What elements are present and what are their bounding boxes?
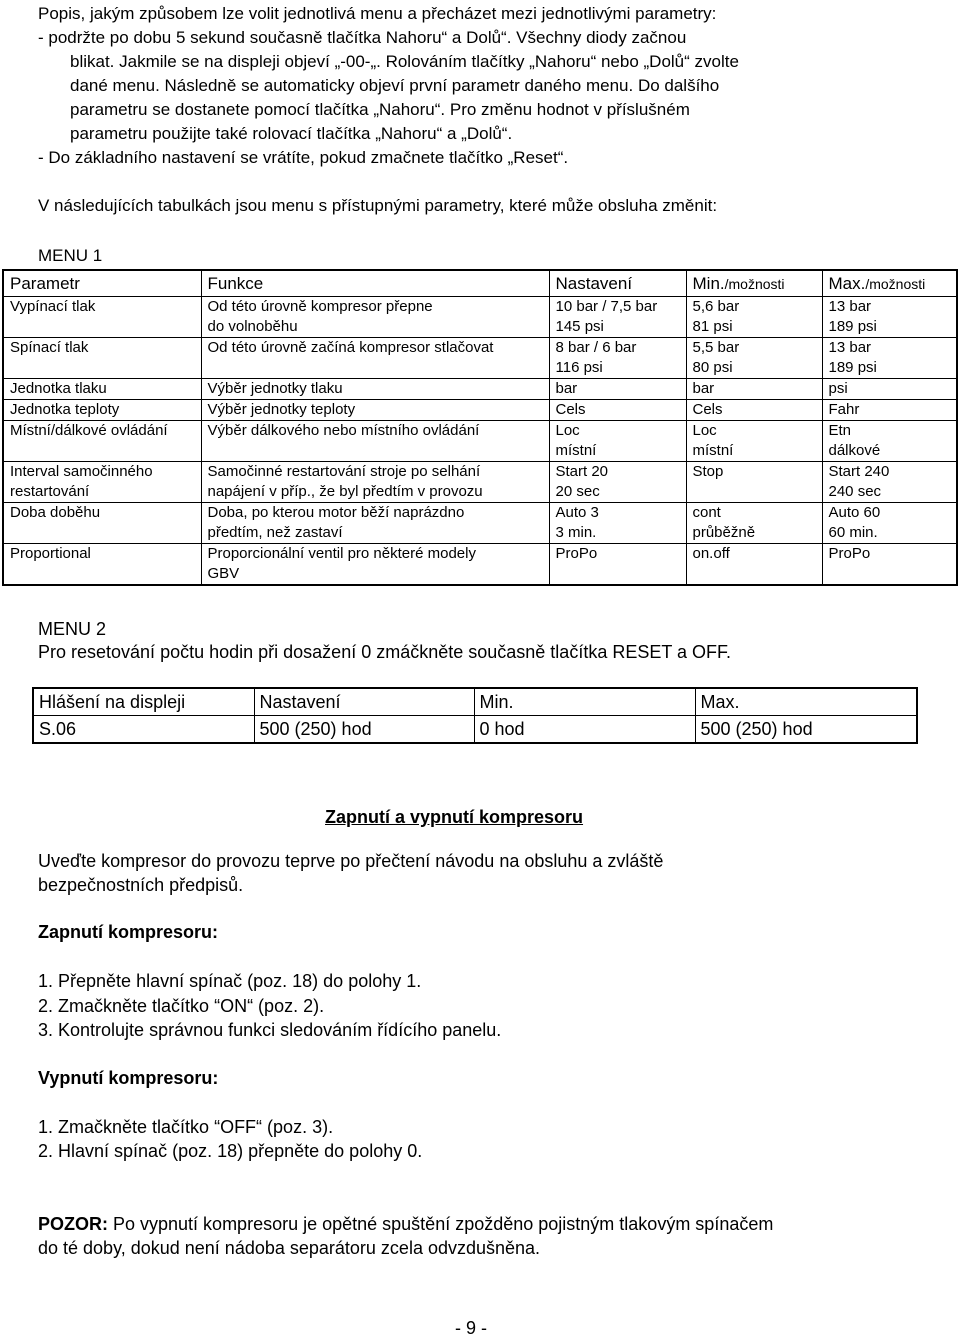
section-intro-line-2: bezpečnostních předpisů.	[38, 875, 244, 895]
cell-line: Místní/dálkové ovládání	[10, 422, 168, 439]
warning-line-2: do té doby, dokud není nádoba separátoru zcela odvzdušněna.	[38, 1238, 541, 1258]
cell-line: 20 sec	[555, 483, 600, 500]
cell-line: předtím, než zastaví	[207, 524, 343, 541]
cell-max: 500 (250) hod	[695, 716, 917, 744]
cell-min	[686, 421, 822, 462]
cell-line: psi	[828, 380, 848, 397]
intro-line-8: V následujících tabulkách jsou menu s přístupnými parametry, které může obsluha změnit:	[38, 196, 718, 215]
table-row	[3, 421, 957, 462]
cell-line: Loc	[555, 422, 580, 439]
cell-line: 81 psi	[692, 318, 733, 335]
cell-parametr	[3, 379, 201, 400]
header-min-suffix: /možnosti	[724, 276, 785, 292]
cell-line: 10 bar / 7,5 bar	[555, 298, 658, 315]
cell-nastaveni	[549, 544, 686, 586]
intro-line-4: dané menu. Následně se automaticky objeví první parametr daného menu. Do dalšího	[70, 76, 720, 95]
cell-line: restartování	[10, 483, 90, 500]
cell-line: 3 min.	[555, 524, 597, 541]
header-min: Min.	[474, 688, 695, 716]
cell-max	[822, 421, 957, 462]
cell-funkce	[201, 421, 549, 462]
page-number: - 9 -	[455, 1318, 488, 1338]
menu2-table	[32, 687, 918, 744]
intro-line-7: - Do základního nastavení se vrátíte, pokud zmačnete tlačítko „Reset“.	[38, 148, 569, 167]
cell-min: 0 hod	[474, 716, 695, 744]
cell-line: napájení v příp., že byl předtím v provozu	[207, 483, 483, 500]
on-title: Zapnutí kompresoru:	[38, 922, 219, 942]
cell-parametr	[3, 544, 201, 586]
cell-min	[686, 462, 822, 503]
cell-nastaveni	[549, 379, 686, 400]
cell-line: Výběr jednotky teploty	[207, 401, 356, 418]
cell-line: Loc	[692, 422, 717, 439]
header-max	[822, 270, 957, 297]
cell-line: 13 bar	[828, 339, 872, 356]
cell-parametr	[3, 338, 201, 379]
cell-nastaveni	[549, 503, 686, 544]
section-title: Zapnutí a vypnutí kompresoru	[325, 807, 584, 827]
cell-parametr	[3, 421, 201, 462]
cell-nastaveni: 500 (250) hod	[254, 716, 474, 744]
cell-max	[822, 544, 957, 586]
on-step-2: 2. Zmačkněte tlačítko “ON“ (poz. 2).	[38, 996, 325, 1016]
cell-line: Jednotka teploty	[10, 401, 120, 418]
menu1-table	[2, 269, 958, 586]
cell-max	[822, 400, 957, 421]
cell-line: 116 psi	[555, 359, 603, 376]
cell-max	[822, 503, 957, 544]
table-row	[3, 544, 957, 586]
cell-min	[686, 379, 822, 400]
table-row	[3, 379, 957, 400]
intro-line-5: parametru se dostanete pomocí tlačítka „Nahoru“. Pro změnu hodnot v příslušném	[70, 100, 690, 119]
warning-line-1	[38, 1212, 773, 1236]
cell-funkce	[201, 503, 549, 544]
cell-line: Etn	[828, 422, 852, 439]
menu2-title: MENU 2	[38, 619, 107, 639]
table-row	[3, 400, 957, 421]
cell-line: bar	[555, 380, 578, 397]
cell-line: 80 psi	[692, 359, 733, 376]
cell-line: Auto 3	[555, 504, 599, 521]
cell-line: 5,5 bar	[692, 339, 740, 356]
header-funkce: Funkce	[201, 270, 549, 297]
off-step-2: 2. Hlavní spínač (poz. 18) přepněte do polohy 0.	[38, 1141, 423, 1161]
table-row	[3, 462, 957, 503]
cell-line: 13 bar	[828, 298, 872, 315]
intro-line-6: parametru použijte také rolovací tlačítka „Nahoru“ a „Dolů“.	[70, 124, 513, 143]
cell-line: 240 sec	[828, 483, 882, 500]
intro-line-2: - podržte po dobu 5 sekund současně tlačítka Nahoru“ a Dolů“. Všechny diody začnou	[38, 28, 687, 47]
cell-line: Spínací tlak	[10, 339, 89, 356]
cell-line: GBV	[207, 565, 240, 582]
cell-hlaseni: S.06	[33, 716, 254, 744]
cell-nastaveni	[549, 400, 686, 421]
section-intro-line-1: Uveďte kompresor do provozu teprve po přečtení návodu na obsluhu a zvláště	[38, 851, 664, 871]
cell-line: místní	[692, 442, 734, 459]
cell-nastaveni	[549, 462, 686, 503]
cell-line: průběžně	[692, 524, 756, 541]
cell-min	[686, 338, 822, 379]
on-step-3: 3. Kontrolujte správnou funkci sledováním řídícího panelu.	[38, 1020, 502, 1040]
cell-line: Start 240	[828, 463, 890, 480]
cell-max	[822, 462, 957, 503]
cell-line: 189 psi	[828, 359, 877, 376]
cell-line: 60 min.	[828, 524, 878, 541]
header-min	[686, 270, 822, 297]
cell-line: Fahr	[828, 401, 860, 418]
cell-parametr	[3, 297, 201, 338]
cell-line: Výběr dálkového nebo místního ovládání	[207, 422, 480, 439]
cell-max	[822, 297, 957, 338]
cell-line: Doba, po kterou motor běží naprázdno	[207, 504, 465, 521]
table-row	[3, 338, 957, 379]
cell-line: cont	[692, 504, 721, 521]
on-step-1: 1. Přepněte hlavní spínač (poz. 18) do polohy 1.	[38, 971, 422, 991]
cell-line: ProPo	[555, 545, 598, 562]
cell-line: Start 20	[555, 463, 609, 480]
cell-line: 189 psi	[828, 318, 877, 335]
header-max-label: Max.	[828, 274, 866, 293]
header-hlaseni: Hlášení na displeji	[33, 688, 254, 716]
warning-text-1: Po vypnutí kompresoru je opětné spuštění zpožděno pojistným tlakovým spínačem	[108, 1214, 774, 1234]
table-row	[33, 716, 917, 744]
cell-funkce	[201, 462, 549, 503]
header-nastaveni: Nastavení	[254, 688, 474, 716]
header-parametr: Parametr	[3, 270, 201, 297]
cell-funkce	[201, 400, 549, 421]
cell-line: Cels	[692, 401, 723, 418]
cell-line: Vypínací tlak	[10, 298, 96, 315]
header-min-label: Min.	[692, 274, 725, 293]
cell-line: Interval samočinného	[10, 463, 153, 480]
menu1-header-row	[3, 270, 957, 297]
cell-min	[686, 544, 822, 586]
cell-nastaveni	[549, 297, 686, 338]
intro-line-1: Popis, jakým způsobem lze volit jednotlivá menu a přecházet mezi jednotlivými parametry:	[38, 4, 717, 23]
warning-label: POZOR:	[38, 1214, 108, 1234]
cell-line: Doba doběhu	[10, 504, 101, 521]
cell-nastaveni	[549, 421, 686, 462]
menu2-description: Pro resetování počtu hodin při dosažení 0 zmáčkněte současně tlačítka RESET a OFF.	[38, 642, 732, 662]
cell-parametr	[3, 462, 201, 503]
cell-line: 145 psi	[555, 318, 604, 335]
cell-nastaveni	[549, 338, 686, 379]
cell-min	[686, 297, 822, 338]
cell-line: místní	[555, 442, 597, 459]
cell-line: Proportional	[10, 545, 91, 562]
cell-line: ProPo	[828, 545, 871, 562]
cell-min	[686, 400, 822, 421]
cell-line: Stop	[692, 463, 724, 480]
cell-line: 8 bar / 6 bar	[555, 339, 637, 356]
cell-line: on.off	[692, 545, 730, 562]
cell-line: Samočinné restartování stroje po selhání	[207, 463, 481, 480]
cell-line: Od této úrovně začíná kompresor stlačovat	[207, 339, 494, 356]
menu1-title: MENU 1	[38, 246, 103, 265]
cell-line: 5,6 bar	[692, 298, 740, 315]
cell-line: Jednotka tlaku	[10, 380, 107, 397]
cell-max	[822, 379, 957, 400]
cell-funkce	[201, 379, 549, 400]
table-row	[3, 503, 957, 544]
menu2-header-row	[33, 688, 917, 716]
cell-funkce	[201, 338, 549, 379]
cell-line: do volnoběhu	[207, 318, 298, 335]
cell-line: Výběr jednotky tlaku	[207, 380, 343, 397]
off-step-1: 1. Zmačkněte tlačítko “OFF“ (poz. 3).	[38, 1117, 334, 1137]
cell-funkce	[201, 544, 549, 586]
cell-max	[822, 338, 957, 379]
header-nastaveni: Nastavení	[549, 270, 686, 297]
cell-line: Od této úrovně kompresor přepne	[207, 298, 433, 315]
intro-line-3: blikat. Jakmile se na displeji objeví „-00-„. Rolováním tlačítky „Nahoru“ nebo „Dolů“ zvolte	[70, 52, 739, 71]
cell-line: Cels	[555, 401, 586, 418]
cell-funkce	[201, 297, 549, 338]
header-max-suffix: /možnosti	[865, 276, 926, 292]
table-row	[3, 297, 957, 338]
cell-line: Proporcionální ventil pro některé modely	[207, 545, 476, 562]
cell-parametr	[3, 400, 201, 421]
cell-min	[686, 503, 822, 544]
cell-line: Auto 60	[828, 504, 881, 521]
cell-parametr	[3, 503, 201, 544]
cell-line: dálkové	[828, 442, 881, 459]
cell-line: bar	[692, 380, 715, 397]
off-title: Vypnutí kompresoru:	[38, 1068, 219, 1088]
header-max: Max.	[695, 688, 917, 716]
